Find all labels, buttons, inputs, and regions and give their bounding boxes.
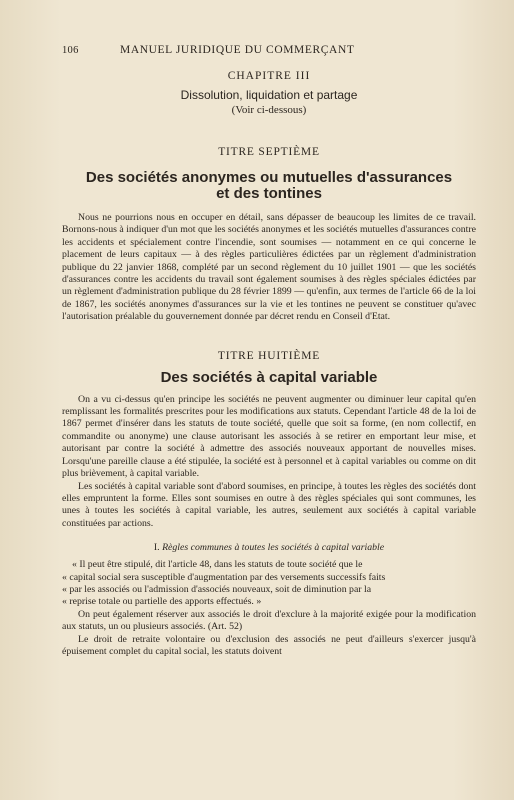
chapter-label: CHAPITRE III <box>227 70 311 82</box>
quote-line-4: « reprise totale ou partielle des apports effectués. » <box>62 596 262 608</box>
titre-7-heading-line1: Des sociétés anonymes ou mutuelles d'assurances <box>85 169 453 186</box>
titre-8-paragraph-1: On a vu ci-dessus qu'en principe les sociétés ne peuvent augmenter ou diminuer leur capital qu'en remplissant les formalités prescrites pour les modifications aux statuts. Cependant l'article 48 de la loi de 1867 permet d'insérer dans les statuts de toute société, quelle que soit sa forme, (en nom collectif, en commandite ou anonyme) une clause autorisant les associés à se retirer en emportant leur mise, et autorisant par contre la société à admettre des associés nouveaux apportant de nouvelles mises. Lorsqu'une pareille clause a été stipulée, la société est à personnel et à capital variables ou comme on dit plus brièvement, à capital variable. <box>62 393 476 480</box>
titre-8-label: TITRE HUITIÈME <box>217 349 321 362</box>
chapter-note: (Voir ci-dessous) <box>231 104 307 116</box>
titre-7-heading <box>62 170 476 202</box>
article-48-quote <box>62 559 476 609</box>
titre-7-heading-line2: et des tontines <box>216 185 322 202</box>
titre-8-paragraph-3: On peut également réserver aux associés le droit d'exclure à la majorité exigée pour la modification aux statuts, un ou plusieurs associés. (Art. 52) <box>62 608 476 633</box>
titre-7-label: TITRE SEPTIÈME <box>218 146 320 158</box>
titre-8-paragraph-2: Les sociétés à capital variable sont d'abord soumises, en principe, à toutes les règles des sociétés dont elles empruntent la forme. Elles sont soumises en outre à des règles spéciales qui sont communes, les unes à toutes les sociétés à capital variable, les autres, seulement aux sociétés à capital variable constituées par actions. <box>62 480 476 529</box>
quote-line-1: « Il peut être stipulé, dit l'article 48, dans les statuts de toute société que le <box>72 559 363 571</box>
running-head <box>62 44 476 56</box>
chapter-title: Dissolution, liquidation et partage <box>180 88 358 102</box>
titre-8-heading: Des sociétés à capital variable <box>160 368 378 386</box>
section-heading <box>62 542 476 553</box>
section-title: Règles communes à toutes les sociétés à capital variable <box>162 542 385 554</box>
quote-line-3: « par les associés ou l'admission d'associés nouveaux, soit de diminution par la <box>62 583 372 595</box>
titre-8-paragraph-4: Le droit de retraite volontaire ou d'exclusion des associés ne peut d'ailleurs s'exercer jusqu'à épuisement complet du capital social, les statuts doivent <box>62 633 476 657</box>
titre-7-paragraph: Nous ne pourrions nous en occuper en détail, sans dépasser de beaucoup les limites de ce travail. Bornons-nous à indiquer d'un mot que les sociétés anonymes et les sociétés mutuelles d'assurances contre les accidents et spécialement contre l'incendie, sont soumises — notamment en ce qui concerne le placement de leurs capitaux — à des règles particulières édictées par un règlement d'administration publique du 22 janvier 1868, complété par un second règlement du 10 juillet 1901 — que les sociétés d'assurances contre les accidents du travail sont également soumises à des règles spéciales édictées par un règlement d'administration publique du 28 février 1899 — qu'enfin, aux termes de l'article 66 de la loi de 1867, les sociétés anonymes d'assurances sur la vie et les tontines ne peuvent se constituer qu'avec l'autorisation préalable du gouvernement donnée par décret rendu en Conseil d'Etat. <box>62 212 476 323</box>
quote-line-2: « capital social sera susceptible d'augmentation par des versements successifs faits <box>62 571 386 583</box>
section-number: I. <box>153 542 160 554</box>
running-title: MANUEL JURIDIQUE DU COMMERÇANT <box>120 44 355 56</box>
page-number: 106 <box>62 45 79 56</box>
